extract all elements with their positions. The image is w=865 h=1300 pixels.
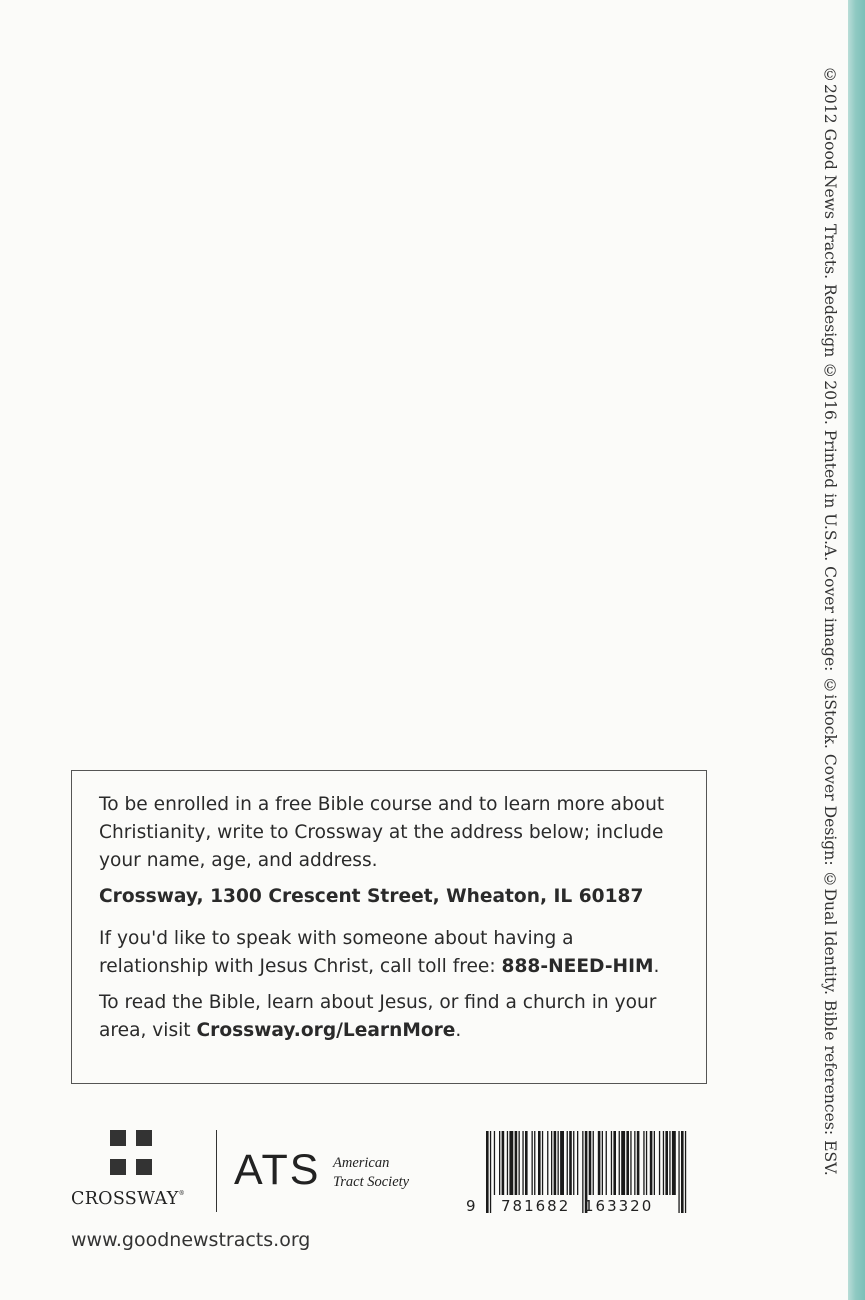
phone-number: 888-NEED-HIM [501,956,654,977]
barcode-bar [569,1131,572,1195]
barcode-bar [663,1131,664,1195]
barcode-bar [637,1131,640,1195]
barcode-bar [519,1131,520,1195]
isbn-barcode [466,1131,694,1217]
crossway-wordmark: CROSSWAY® [71,1189,185,1209]
call-text: If you'd like to speak with someone about having a relationship with Jesus Christ, call toll free: [99,928,574,977]
barcode-bar [490,1131,491,1213]
barcode-bar [630,1131,631,1195]
barcode-bar [665,1131,668,1195]
barcode-bar [577,1131,578,1195]
barcode-bar [602,1131,603,1195]
visit-end: . [455,1020,462,1041]
barcode-bar [626,1131,629,1195]
info-box [71,770,707,1084]
ats-line-2: Tract Society [333,1174,410,1190]
barcode-bar [681,1131,684,1213]
info-paragraph-call [99,925,686,981]
barcode-bar [547,1131,548,1195]
ats-subtitle [333,1154,409,1192]
barcode-bar [507,1131,508,1195]
barcode-bar [515,1131,518,1195]
info-paragraph-enroll: To be enrolled in a free Bible course and to learn more about Christianity, write to Crossway at the address below; include your name, age, and address. [99,794,665,871]
barcode-lead-digit: 9 [466,1197,476,1215]
barcode-bar [669,1131,670,1195]
barcode-bar [554,1131,557,1195]
barcode-bar [611,1131,612,1195]
barcode-bar [558,1131,559,1195]
ats-logo [234,1148,444,1198]
barcode-bar [593,1131,594,1195]
barcode-bar [573,1131,574,1195]
barcode-bar [534,1131,535,1195]
barcode-bar [659,1131,660,1195]
barcode-bar [621,1131,625,1195]
barcode-bar [502,1131,505,1195]
crossway-logo [71,1128,211,1218]
website-url: www.goodnewstracts.org [71,1229,311,1251]
barcode-bar [646,1131,647,1195]
barcode-bar [532,1131,533,1195]
info-address: Crossway, 1300 Crescent Street, Wheaton, IL 60187 [99,886,644,907]
ats-line-1: American [333,1155,390,1171]
barcode-bar [678,1131,679,1213]
barcode-bar [613,1131,616,1195]
barcode-bar [634,1131,635,1195]
barcode-bar [654,1131,655,1195]
logo-divider [216,1130,217,1212]
barcode-bar [685,1131,686,1213]
barcode-bar [486,1131,489,1213]
barcode-bar [522,1131,523,1195]
cover-spine-edge [848,0,865,1300]
visit-text: To read the Bible, learn about Jesus, or find a church in your area, visit [99,992,657,1041]
barcode-bar [643,1131,644,1195]
side-credit-text: ©2012 Good News Tracts. Redesign ©2016. Printed in U.S.A. Cover image: ©iStock. Cover Design: ©Dual Identity. Bible references: ESV. [821,66,839,1176]
barcode-bar [606,1131,607,1195]
barcode-bar [551,1131,552,1195]
barcode-bar [650,1131,653,1195]
ats-letters: ATS [234,1146,321,1194]
barcode-bar [560,1131,564,1195]
barcode-bar [494,1131,495,1195]
learn-more-url: Crossway.org/LearnMore [196,1020,456,1041]
barcode-bar [525,1131,528,1195]
barcode-bar [538,1131,541,1195]
barcode-bar [509,1131,513,1195]
registered-mark: ® [178,1190,185,1197]
crossway-squares-icon [110,1130,156,1174]
barcode-bar [589,1131,592,1195]
info-paragraph-visit [99,989,686,1045]
barcode-bar [672,1131,676,1195]
barcode-group-1: 781682 [501,1197,571,1215]
barcode-bar [567,1131,568,1195]
barcode-bar [542,1131,543,1195]
barcode-bar [598,1131,601,1195]
barcode-bar [619,1131,620,1195]
barcode-group-2: 163320 [584,1197,654,1215]
call-end: . [653,956,660,977]
barcode-bar [499,1131,500,1195]
